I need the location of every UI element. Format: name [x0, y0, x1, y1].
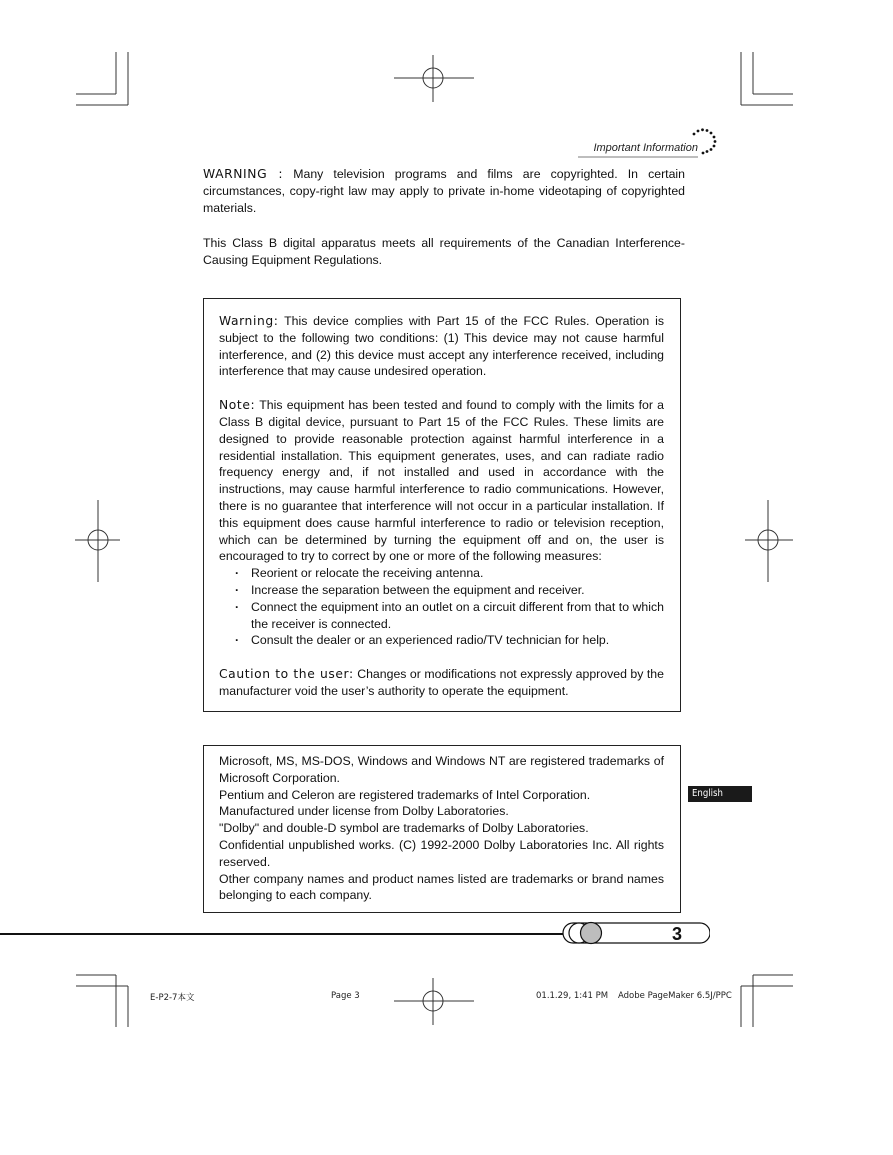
page-number: 3 [672, 924, 683, 944]
canada-notice: This Class B digital apparatus meets all requirements of the Canadian Interference-Causing Equipment Regulations. [203, 236, 685, 267]
dotted-arc-icon [688, 126, 722, 160]
slug-file: E-P2-7本文 [150, 993, 195, 1003]
trademark-line: Manufactured under license from Dolby Laboratories. [219, 804, 509, 819]
slug-datetime: 01.1.29, 1:41 PM [536, 991, 609, 1001]
copyright-warning [203, 166, 685, 217]
fcc-note-label: Note: [219, 398, 256, 413]
language-tab: English [688, 786, 752, 802]
header-underline [578, 156, 698, 158]
page-header [560, 140, 720, 160]
list-item: · Reorient or relocate the receiving antenna. [219, 565, 664, 582]
warning-text: Many television programs and films are copyrighted. In certain circumstances, copy-right law may apply to private in-home videotaping of copyrighted materials. [203, 167, 685, 215]
trademarks-box [203, 745, 681, 913]
fcc-caution-text: Changes or modifications not expressly approved by the manufacturer void the user’s authority to operate the equipment. [219, 667, 664, 698]
slug-page: Page 3 [331, 991, 360, 1001]
fcc-warning-label: Warning: [219, 314, 279, 328]
footer-rule [0, 933, 565, 935]
list-item: · Increase the separation between the equipment and receiver. [219, 582, 664, 599]
trademark-line: "Dolby" and double-D symbol are trademarks of Dolby Laboratories. [219, 821, 589, 836]
measures-list [219, 565, 664, 649]
trademark-line: Microsoft, MS, MS-DOS, Windows and Windows NT are registered trademarks of Microsoft Corporation. [219, 754, 664, 785]
list-item: · Consult the dealer or an experienced radio/TV technician for help. [219, 632, 664, 649]
list-item: · Connect the equipment into an outlet on a circuit different from that to which the receiver is connected. [219, 599, 664, 633]
warning-label: WARNING : [203, 167, 284, 181]
fcc-note-text: This equipment has been tested and found to comply with the limits for a Class B digital device, pursuant to Part 15 of the FCC Rules. These limits are designed to provide reasonable protection against harmful interference in a residential installation. This equipment generates, uses, and can radiate radio frequency energy and, if not installed and used in accordance with the instructions, may cause harmful interference to radio communications. However, there is no guarantee that interference will not occur in a particular installation. If this equipment does cause harmful interference to radio or television reception, which can be determined by turning the equipment off and on, the user is encouraged to try to correct by one or more of the following measures: [219, 398, 664, 564]
slug-app: Adobe PageMaker 6.5J/PPC [618, 991, 732, 1001]
trademark-line: Confidential unpublished works. (C) 1992-2000 Dolby Laboratories Inc. All rights reserved. [219, 837, 664, 869]
fcc-caution [219, 666, 664, 700]
trademark-line: Other company names and product names listed are trademarks or brand names belonging to each company. [219, 871, 664, 903]
fcc-note [219, 397, 664, 565]
section-title: Important Information [593, 142, 698, 154]
fcc-warning [219, 313, 664, 380]
fcc-warning-text: This device complies with Part 15 of the FCC Rules. Operation is subject to the following two conditions: (1) This device may not cause harmful interference, and (2) this device must accept any interference received, including interference that may cause undesired operation. [219, 314, 664, 379]
fcc-caution-label: Caution to the user: [219, 667, 354, 682]
fcc-notice-box [203, 298, 681, 712]
page-number-badge [560, 920, 710, 948]
trademark-line: Pentium and Celeron are registered trademarks of Intel Corporation. [219, 787, 591, 802]
